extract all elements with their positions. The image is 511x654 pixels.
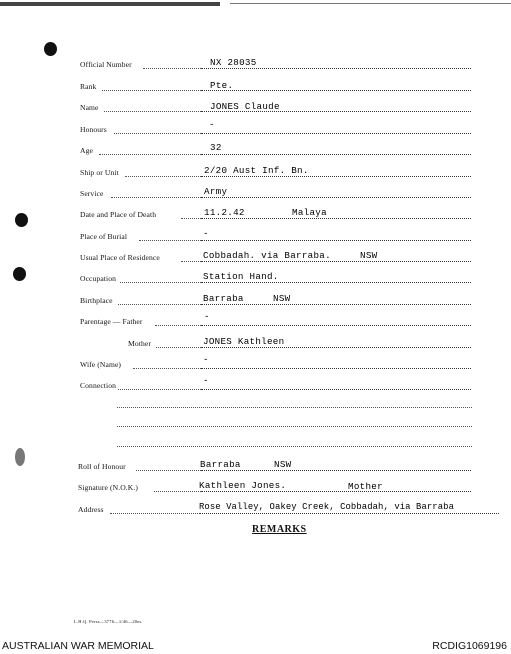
age-value: 32 xyxy=(210,142,222,153)
field-line xyxy=(201,282,471,283)
mother-value: JONES Kathleen xyxy=(203,336,285,347)
connection-label: Connection xyxy=(80,381,117,390)
connection-value: - xyxy=(203,375,209,386)
field-line xyxy=(201,304,471,305)
field-line xyxy=(201,90,471,91)
rank-value: Pte. xyxy=(210,80,234,91)
service-value: Army xyxy=(204,186,228,197)
ship-or-unit-label: Ship or Unit xyxy=(80,168,119,177)
scan-top-edge xyxy=(0,0,511,10)
death-label: Date and Place of Death xyxy=(80,210,157,219)
death-date-value: 11.2.42 xyxy=(204,207,245,218)
ship-or-unit-value: 2/20 Aust Inf. Bn. xyxy=(204,165,309,176)
leader-dots xyxy=(154,491,201,492)
punch-hole xyxy=(13,267,26,281)
leader-dots xyxy=(181,218,201,219)
birthplace-label: Birthplace xyxy=(80,296,113,305)
field-line xyxy=(201,176,471,177)
residence-state-value: NSW xyxy=(360,250,378,261)
remarks-heading: REMARKS xyxy=(252,524,307,535)
residence-label: Usual Place of Residence xyxy=(80,253,160,262)
birthplace-state-value: NSW xyxy=(273,293,291,304)
field-line xyxy=(201,68,471,69)
wife-label: Wife (Name) xyxy=(80,360,122,369)
leader-dots xyxy=(102,90,201,91)
blank-line xyxy=(117,446,472,447)
father-value: - xyxy=(204,311,210,322)
name-label: Name xyxy=(80,103,99,112)
burial-label: Place of Burial xyxy=(80,232,128,241)
signature-value: Kathleen Jones. xyxy=(199,480,287,491)
father-label: Parentage — Father xyxy=(80,317,143,326)
scan-edge-strip xyxy=(0,2,220,6)
signature-label: Signature (N.O.K.) xyxy=(78,483,139,492)
age-label: Age xyxy=(80,146,93,155)
name-value: JONES Claude xyxy=(210,101,280,112)
rank-label: Rank xyxy=(80,82,97,91)
occupation-label: Occupation xyxy=(80,274,117,283)
address-value: Rose Valley, Oakey Creek, Cobbadah, via Barraba xyxy=(199,502,455,512)
institution-caption: AUSTRALIAN WAR MEMORIAL xyxy=(2,640,154,652)
field-line xyxy=(201,240,471,241)
field-line xyxy=(201,197,471,198)
leader-dots xyxy=(110,513,198,514)
punch-hole xyxy=(15,448,25,466)
blank-line xyxy=(117,407,472,408)
honours-label: Honours xyxy=(80,125,107,134)
signature-relation-value: Mother xyxy=(348,481,383,492)
field-line xyxy=(201,491,471,492)
residence-value: Cobbadah. via Barraba. xyxy=(203,250,331,261)
leader-dots xyxy=(125,176,201,177)
field-line xyxy=(201,470,471,471)
scan-edge-line xyxy=(230,3,511,4)
field-line xyxy=(201,111,471,112)
leader-dots xyxy=(118,304,201,305)
leader-dots xyxy=(143,68,201,69)
honours-value: - xyxy=(209,119,215,130)
mother-label: Mother xyxy=(128,339,151,348)
service-label: Service xyxy=(80,189,104,198)
print-code: L.H.Q. Press—3776—1/46—20m. xyxy=(74,619,143,624)
leader-dots xyxy=(136,470,201,471)
field-line xyxy=(201,368,471,369)
official-number-label: Official Number xyxy=(80,60,132,69)
field-line xyxy=(201,133,471,134)
field-line xyxy=(201,347,471,348)
death-place-value: Malaya xyxy=(292,207,327,218)
field-line xyxy=(199,513,499,514)
roll-of-honour-value: Barraba xyxy=(200,459,241,470)
leader-dots xyxy=(156,347,201,348)
occupation-value: Station Hand. xyxy=(203,271,279,282)
leader-dots xyxy=(133,368,201,369)
roll-of-honour-label: Roll of Honour xyxy=(78,462,126,471)
leader-dots xyxy=(114,133,201,134)
burial-value: - xyxy=(203,228,209,239)
roll-of-honour-state-value: NSW xyxy=(274,459,292,470)
field-line xyxy=(201,154,471,155)
punch-hole xyxy=(44,42,57,56)
field-line xyxy=(201,261,471,262)
leader-dots xyxy=(139,240,201,241)
leader-dots xyxy=(181,261,201,262)
leader-dots xyxy=(118,389,201,390)
leader-dots xyxy=(155,325,201,326)
leader-dots xyxy=(104,111,201,112)
punch-hole xyxy=(15,213,28,227)
address-label: Address xyxy=(78,505,104,514)
leader-dots xyxy=(120,282,201,283)
field-line xyxy=(201,389,471,390)
field-line xyxy=(201,325,471,326)
record-id: RCDIG1069196 xyxy=(432,640,507,652)
leader-dots xyxy=(99,154,201,155)
blank-line xyxy=(117,426,472,427)
field-line xyxy=(201,218,471,219)
birthplace-value: Barraba xyxy=(203,293,244,304)
leader-dots xyxy=(111,197,201,198)
wife-value: - xyxy=(203,354,209,365)
official-number-value: NX 28035 xyxy=(210,57,257,68)
